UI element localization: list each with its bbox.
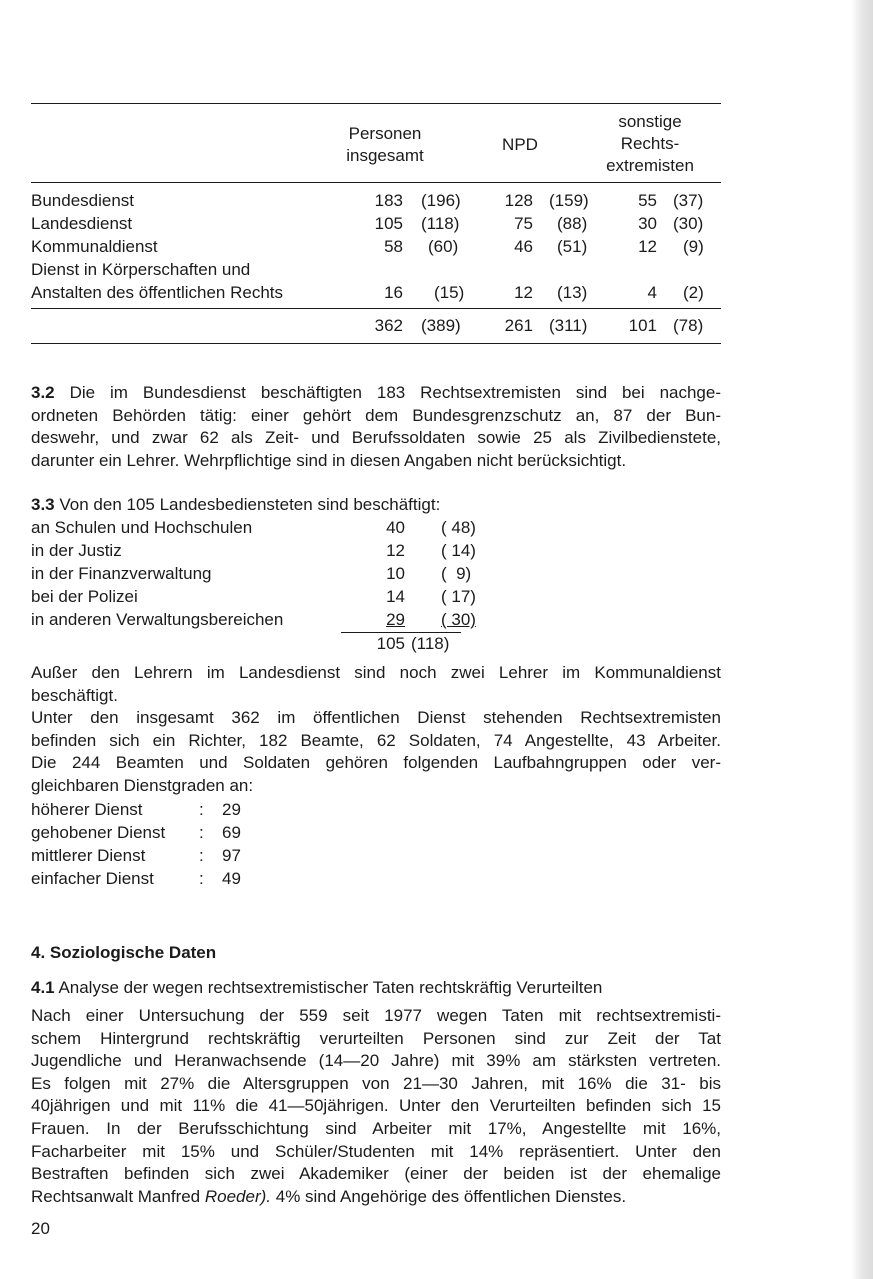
section-number: 3.2: [31, 383, 55, 402]
sum-rule: [341, 632, 461, 633]
table-row: Dienst in Körperschaften und: [31, 260, 251, 279]
header-sonstige: sonstige Rechts- extremisten: [606, 112, 694, 175]
header-npd: NPD: [502, 135, 538, 154]
table-row: Kommunaldienst 58 (60) 46 (51) 12 (9): [31, 237, 704, 256]
page-edge-shadow: [851, 0, 873, 1279]
table-total-rule: [31, 308, 721, 309]
table-bottom-rule: [31, 343, 721, 344]
name-roeder: Roeder).: [204, 1186, 272, 1206]
paragraph-beamte: Außer den Lehrern im Landesdienst sind noch zwei Lehrer im Kommunaldienst beschäftigt. Unter den insgesamt 362 im öffentlichen Dienst stehenden Rechtsextremisten befinden sich ein Richter, 182 Beamte, 62 Soldaten, 74 Angestellte, 43 Arbeiter. Die 244 Beamten und Soldaten gehören folgenden Laufbahngruppen oder ver- gleichbaren Dienstgraden an:: [31, 663, 721, 795]
table-row: Landesdienst 105 (118) 75 (88) 30 (30): [31, 214, 704, 233]
table-top-rule: [31, 103, 721, 104]
table-total-row: 362 (389) 261 (311) 101 (78): [374, 316, 704, 335]
paragraph-3-3-intro: 3.3 Von den 105 Landesbediensteten sind beschäftigt:: [31, 495, 441, 514]
header-personen: Personen insgesamt: [346, 124, 424, 165]
table-row: Anstalten des öffentlichen Rechts 16 (15) 12 (13) 4 (2): [31, 283, 704, 302]
table-header-rule: [31, 182, 721, 183]
subsection-4-1: 4.1 Analyse der wegen rechtsextremistischer Taten rechtskräftig Verurteilten: [31, 978, 603, 997]
paragraph-4-1: Nach einer Untersuchung der 559 seit 1977 wegen Taten mit rechtsextremisti- schem Hintergrund rechtskräftig verurteilten Personen sind zur Zeit der Tat Jugendliche und Heranwachsende (14—20 Jahre) mit 39% am stärksten vertreten. Es folgen mit 27% die Altersgruppen von 21—30 Jahren, mit 16% die 31- bis 40jährigen und mit 11% die 41—50jährigen. Unter den Verurteilten befinden sich 15 Frauen. In der Berufsschichtung sind Arbeiter mit 17%, Angestellte mit 16%, Facharbeiter mit 15% und Schüler/Studenten mit 14% repräsentiert. Unter den Bestraften befinden sich zwei Akademiker (einer der beiden ist der ehemalige Rechtsanwalt Manfred Roeder). 4% sind Angehörige des öffentlichen Dienstes.: [31, 1006, 721, 1206]
table-row: Bundesdienst 183 (196) 128 (159) 55 (37): [31, 191, 704, 210]
paragraph-3-2: 3.2 Die im Bundesdienst beschäftigten 183 Rechtsextremisten sind bei nachge- ordneten Behörden tätig: einer gehört dem Bundesgrenzschutz an, 87 der Bun- deswehr, und zwar 62 als Zeit- und Berufssoldaten sowie 25 als Zivilbedienstete, darunter ein Lehrer. Wehrpflichtige sind in diesen Angaben nicht berücksichtigt.: [31, 383, 721, 470]
section-heading: 4. Soziologische Daten: [31, 943, 217, 962]
page-number: 20: [31, 1219, 50, 1238]
